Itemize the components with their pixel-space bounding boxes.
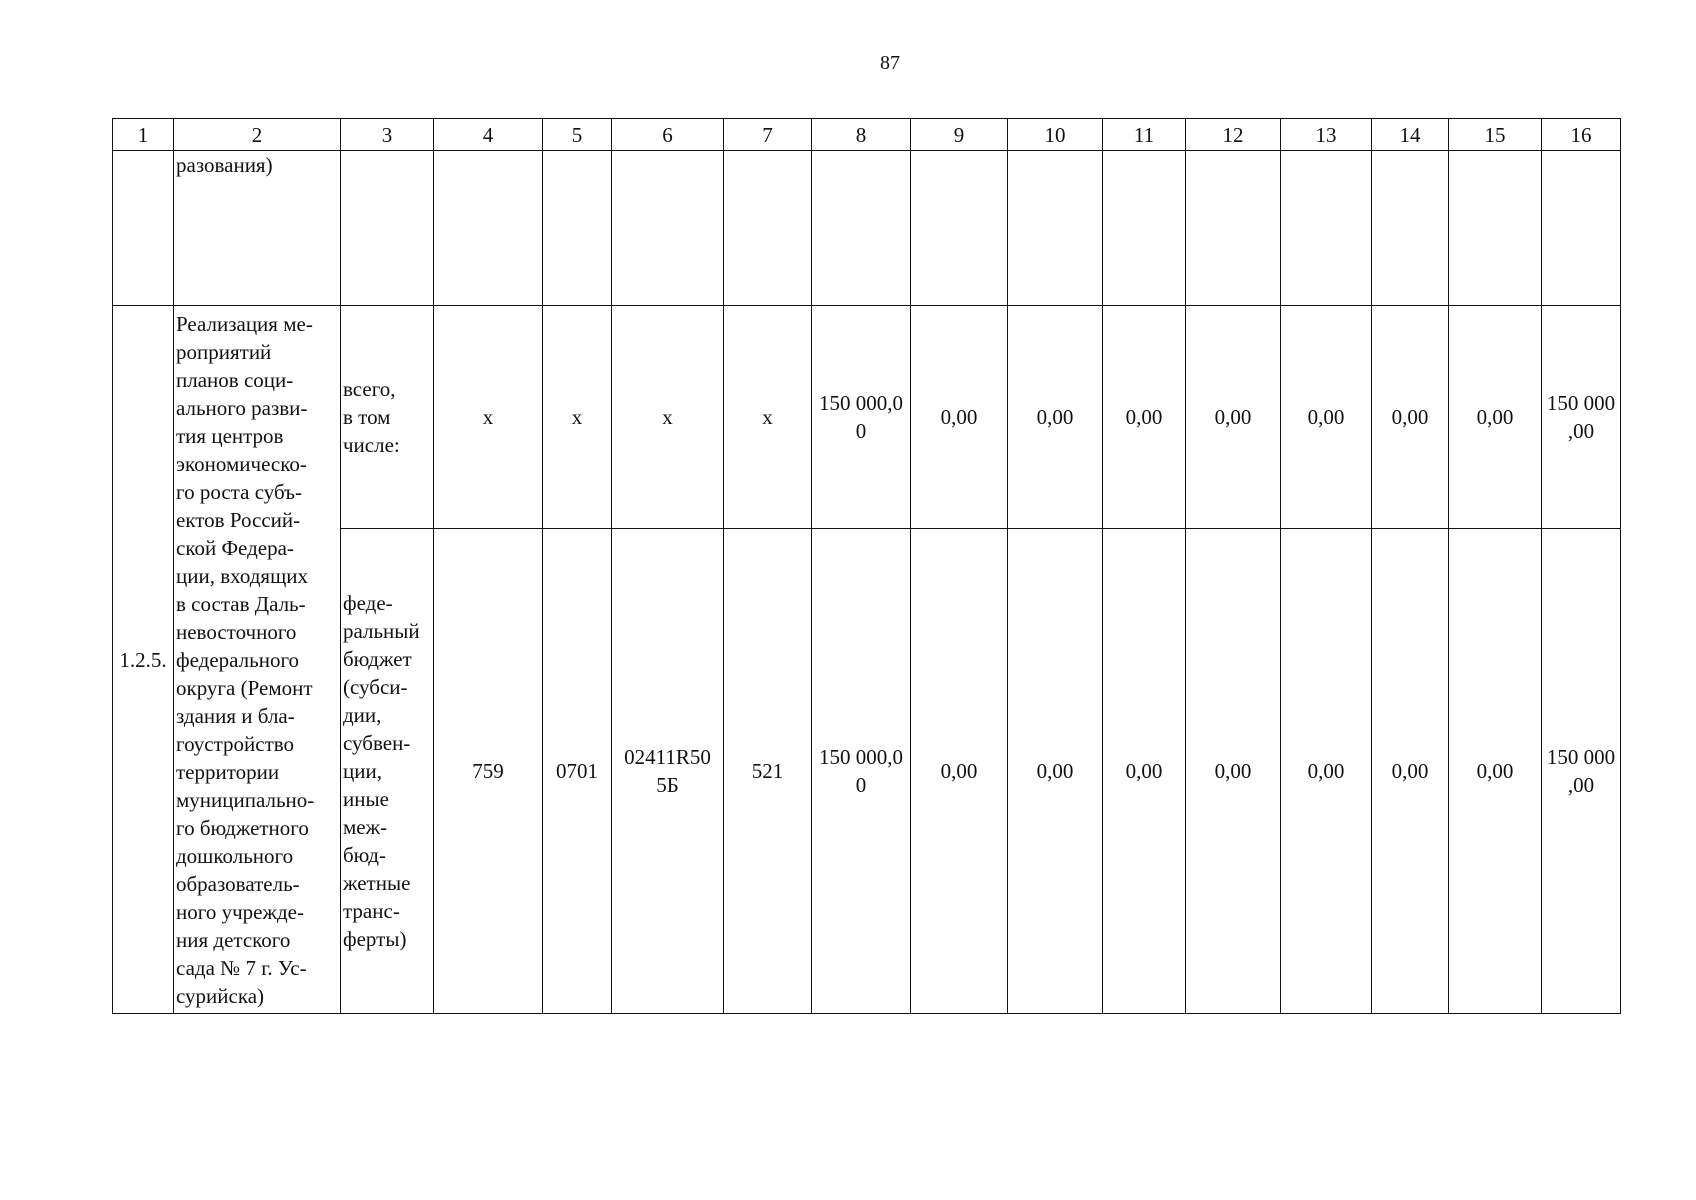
table-cell (612, 151, 724, 306)
cell-value: х (482, 405, 494, 429)
table-cell (1186, 529, 1281, 1014)
table-cell (1281, 306, 1372, 529)
cell-value: 150 000 ,00 (1546, 391, 1616, 443)
column-number-header-row (113, 119, 1621, 151)
cell-value: 0,00 (1214, 405, 1252, 429)
cell-value: 0,00 (1307, 405, 1345, 429)
table-cell (911, 306, 1008, 529)
column-header: 7 (724, 119, 812, 151)
table-cell (1372, 306, 1449, 529)
cell-value: х (762, 405, 773, 429)
table-cell (1449, 529, 1542, 1014)
column-header: 4 (434, 119, 543, 151)
item-name: Реализация ме- роприятий планов соци- ального разви- тия центров экономическо- го роста субъ- ектов Россий- ской Федера- ции, входящих в состав Даль- невосточного федерального округа (Ремонт здания и бла- гоустройство территории муниципально- го бюджетного дошкольного образователь- ного учрежде- ния детского сада № 7 г. Ус- сурийска) (176, 311, 315, 1008)
column-header: 15 (1449, 119, 1542, 151)
table-cell (1281, 151, 1372, 306)
cell-value: 0,00 (1391, 405, 1429, 429)
cell-value: 0,00 (1391, 759, 1429, 783)
cell-value: 150 000,0 0 (819, 745, 903, 797)
table-cell (1281, 529, 1372, 1014)
cell-value: 0,00 (1476, 759, 1514, 783)
cell-value: 0,00 (940, 405, 978, 429)
column-header: 5 (543, 119, 612, 151)
table-cell (1186, 151, 1281, 306)
table-cell (1186, 306, 1281, 529)
table-cell (724, 529, 812, 1014)
table-cell (1449, 151, 1542, 306)
table-cell (1542, 529, 1621, 1014)
cell-value: 521 (751, 759, 784, 783)
table-cell (724, 306, 812, 529)
column-header: 13 (1281, 119, 1372, 151)
table-cell (1008, 529, 1103, 1014)
column-header: 14 (1372, 119, 1449, 151)
cell-value: 0,00 (1036, 759, 1074, 783)
table-cell (1449, 306, 1542, 529)
continuation-row (113, 151, 1621, 306)
column-header: 16 (1542, 119, 1621, 151)
table-cell (612, 306, 724, 529)
item-number: 1.2.5. (119, 647, 167, 672)
cell-value: 0,00 (1125, 405, 1163, 429)
table-cell (1103, 151, 1186, 306)
total-row (113, 306, 1621, 529)
table-cell (612, 529, 724, 1014)
column-header: 11 (1103, 119, 1186, 151)
table-cell (434, 529, 543, 1014)
cell-value: 0,00 (1476, 405, 1514, 429)
cell-value: 150 000,0 0 (819, 391, 903, 443)
cell-value: 0,00 (940, 759, 978, 783)
item-number-cell (113, 306, 174, 1014)
cell-value: 02411R50 5Б (624, 745, 711, 797)
table-cell (113, 151, 174, 306)
continuation-name-text: разования) (176, 153, 273, 177)
funding-source-cell (341, 529, 434, 1014)
table-cell (812, 529, 911, 1014)
cell-value: 0,00 (1307, 759, 1345, 783)
cell-value: 0,00 (1036, 405, 1074, 429)
table-cell (1008, 151, 1103, 306)
table-cell (1372, 529, 1449, 1014)
column-header: 12 (1186, 119, 1281, 151)
table-cell (911, 529, 1008, 1014)
table-cell (543, 151, 612, 306)
funding-source: всего, в том числе: (343, 377, 400, 457)
cell-value: 759 (472, 759, 504, 783)
cell-value: 0,00 (1125, 759, 1163, 783)
column-header: 9 (911, 119, 1008, 151)
column-header: 8 (812, 119, 911, 151)
table-cell (812, 306, 911, 529)
continuation-name-cell (174, 151, 341, 306)
table-cell (724, 151, 812, 306)
table-cell (812, 151, 911, 306)
column-header: 1 (113, 119, 174, 151)
cell-value: х (571, 405, 583, 429)
table-cell (1103, 529, 1186, 1014)
table-cell (434, 306, 543, 529)
table-cell (1372, 151, 1449, 306)
funding-source: феде- ральный бюджет (субси- дии, субвен- ции, иные меж- бюд- жетные транс- ферты) (343, 591, 420, 951)
budget-table (112, 118, 1621, 1014)
funding-source-cell (341, 306, 434, 529)
table-cell (543, 529, 612, 1014)
table-cell (911, 151, 1008, 306)
cell-value: 0,00 (1214, 759, 1252, 783)
page-number: 87 (880, 52, 900, 74)
column-header: 10 (1008, 119, 1103, 151)
cell-value: х (662, 405, 673, 429)
cell-value: 150 000 ,00 (1546, 745, 1616, 797)
column-header: 6 (612, 119, 724, 151)
cell-value: 0701 (556, 759, 598, 783)
column-header: 2 (174, 119, 341, 151)
table-cell (1542, 151, 1621, 306)
table-cell (543, 306, 612, 529)
table-cell (1103, 306, 1186, 529)
item-name-cell (174, 306, 341, 1014)
table-cell (434, 151, 543, 306)
column-header: 3 (341, 119, 434, 151)
table-cell (1542, 306, 1621, 529)
table-cell (1008, 306, 1103, 529)
table-cell (341, 151, 434, 306)
